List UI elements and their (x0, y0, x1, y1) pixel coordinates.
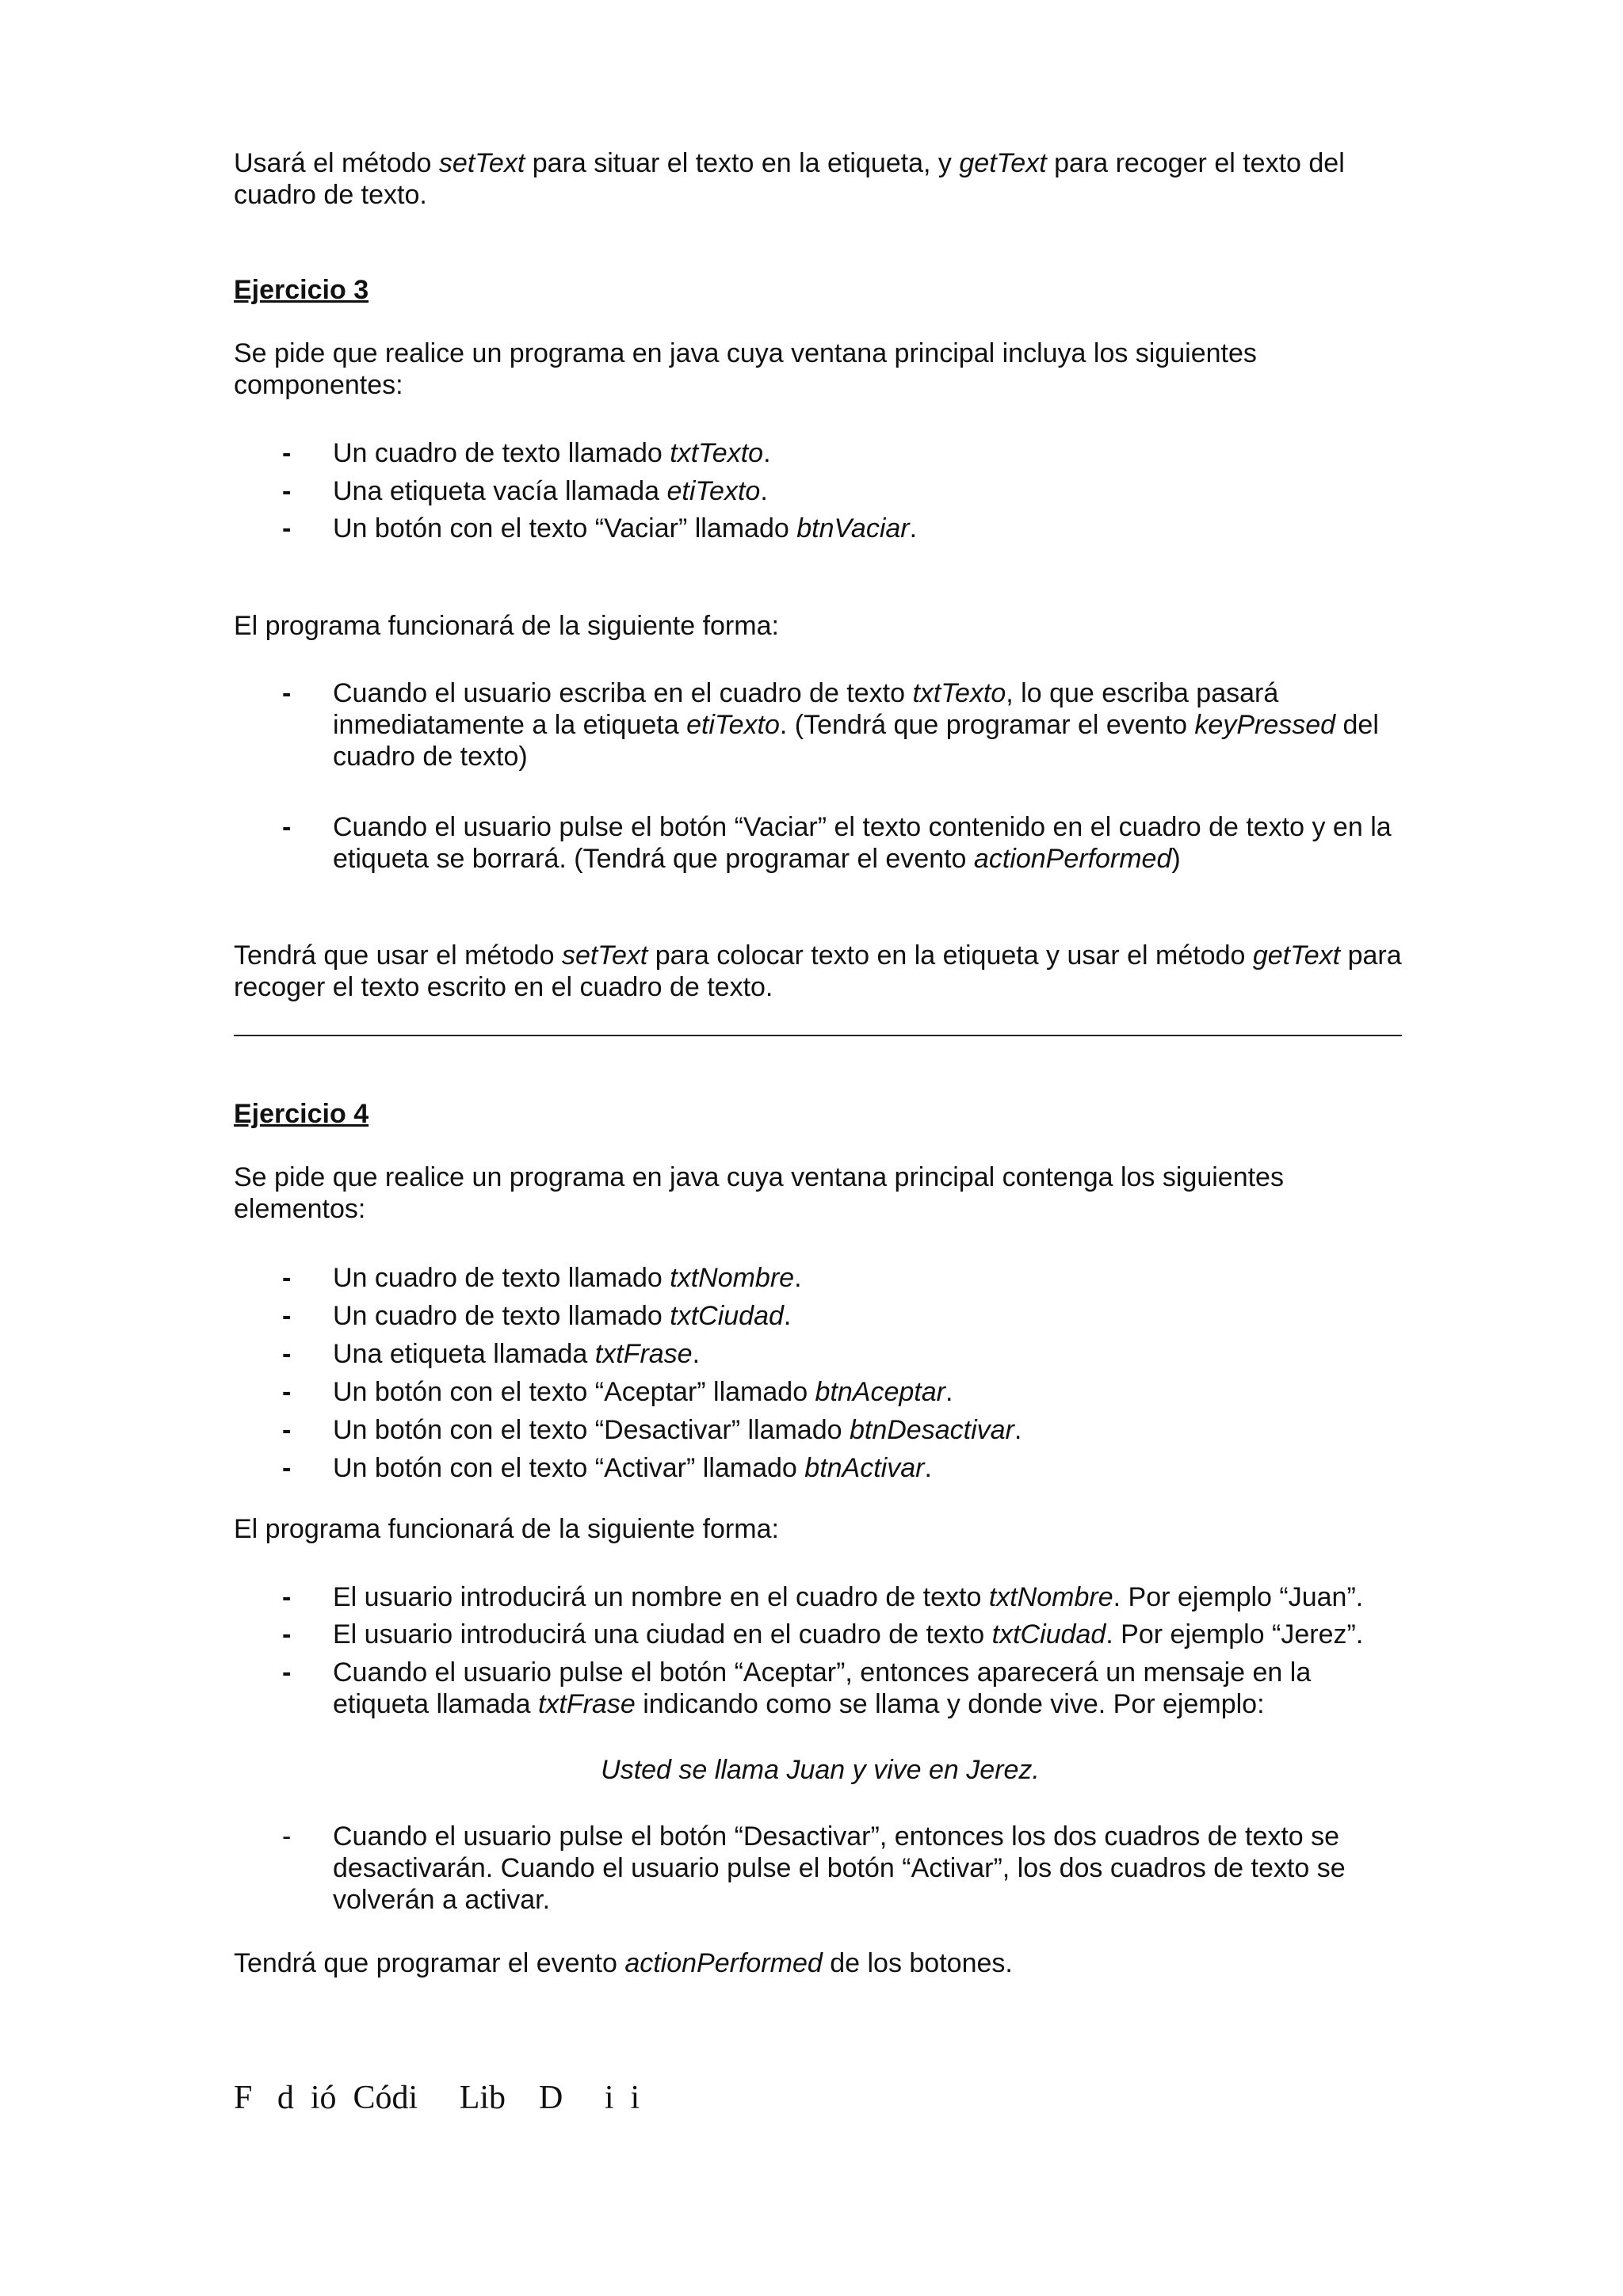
list-item: - Cuando el usuario escriba en el cuadro de texto txtTexto, lo que escriba pasará inmediatamente a la etiqueta etiTexto. (Tendrá que programar el evento keyPressed del cuadro de texto) (282, 678, 1379, 772)
bullet-dash: - (282, 1301, 292, 1331)
list-item: - Una etiqueta llamada txtFrase. (282, 1339, 701, 1369)
intro-paragraph: Usará el método setText para situar el texto en la etiqueta, y getText para recoger el texto del cuadro de texto. (234, 148, 1345, 210)
list-item: - Un botón con el texto “Aceptar” llamado btnAceptar. (282, 1377, 953, 1407)
bullet-dash: - (282, 513, 292, 543)
list-item: - Cuando el usuario pulse el botón “Desactivar”, entonces los dos cuadros de texto se desactivarán. Cuando el usuario pulse el botón “Activar”, los dos cuadros de texto se volverán a activar. (282, 1821, 1346, 1915)
list-item: - Una etiqueta vacía llamada etiTexto. (282, 476, 768, 506)
list-item: - Un botón con el texto “Desactivar” llamado btnDesactivar. (282, 1415, 1022, 1445)
bullet-dash: - (282, 678, 292, 708)
bullet-dash: - (282, 1657, 292, 1688)
bullet-dash: - (282, 812, 292, 842)
bullet-dash: - (282, 1377, 292, 1407)
list-item: - El usuario introducirá un nombre en el cuadro de texto txtNombre. Por ejemplo “Juan”. (282, 1582, 1364, 1612)
list-item: - Cuando el usuario pulse el botón “Aceptar”, entonces aparecerá un mensaje en la etiqueta llamada txtFrase indicando como se llama y donde vive. Por ejemplo: (282, 1657, 1312, 1719)
exercise-4-heading: Ejercicio 4 (234, 1099, 369, 1129)
exercise-3-closing: Tendrá que usar el método setText para colocar texto en la etiqueta y usar el método getText para recoger el texto escrito en el cuadro de texto. (234, 940, 1402, 1002)
exercise-3-works: El programa funcionará de la siguiente forma: (234, 611, 779, 641)
list-item: - Un botón con el texto “Vaciar” llamado btnVaciar. (282, 513, 918, 543)
exercise-4-intro: Se pide que realice un programa en java cuya ventana principal contenga los siguientes elementos: (234, 1162, 1284, 1224)
bullet-dash: - (282, 438, 292, 468)
bullet-dash: - (282, 476, 292, 506)
section-divider (234, 1035, 1402, 1036)
exercise-4-closing: Tendrá que programar el evento actionPerformed de los botones. (234, 1948, 1013, 1978)
list-item: - Un cuadro de texto llamado txtCiudad. (282, 1301, 792, 1331)
page-footer: F d ió Códi Lib D i i (234, 2080, 640, 2116)
bullet-dash: - (282, 1619, 292, 1650)
exercise-3-heading: Ejercicio 3 (234, 275, 369, 305)
list-item: - Cuando el usuario pulse el botón “Vaciar” el texto contenido en el cuadro de texto y en la etiqueta se borrará. (Tendrá que programar el evento actionPerformed) (282, 812, 1392, 874)
bullet-dash: - (282, 1453, 292, 1483)
list-item: - Un botón con el texto “Activar” llamado btnActivar. (282, 1453, 932, 1483)
bullet-dash: - (282, 1339, 292, 1369)
exercise-4-works: El programa funcionará de la siguiente forma: (234, 1514, 779, 1544)
bullet-dash: - (282, 1821, 292, 1852)
exercise-3-intro: Se pide que realice un programa en java cuya ventana principal incluya los siguientes componentes: (234, 338, 1257, 400)
bullet-dash: - (282, 1263, 292, 1293)
list-item: - Un cuadro de texto llamado txtNombre. (282, 1263, 802, 1293)
example-sentence: Usted se llama Juan y vive en Jerez. (601, 1755, 1040, 1785)
list-item: - El usuario introducirá una ciudad en el cuadro de texto txtCiudad. Por ejemplo “Jerez”. (282, 1619, 1364, 1650)
list-item: - Un cuadro de texto llamado txtTexto. (282, 438, 771, 468)
bullet-dash: - (282, 1415, 292, 1445)
bullet-dash: - (282, 1582, 292, 1612)
